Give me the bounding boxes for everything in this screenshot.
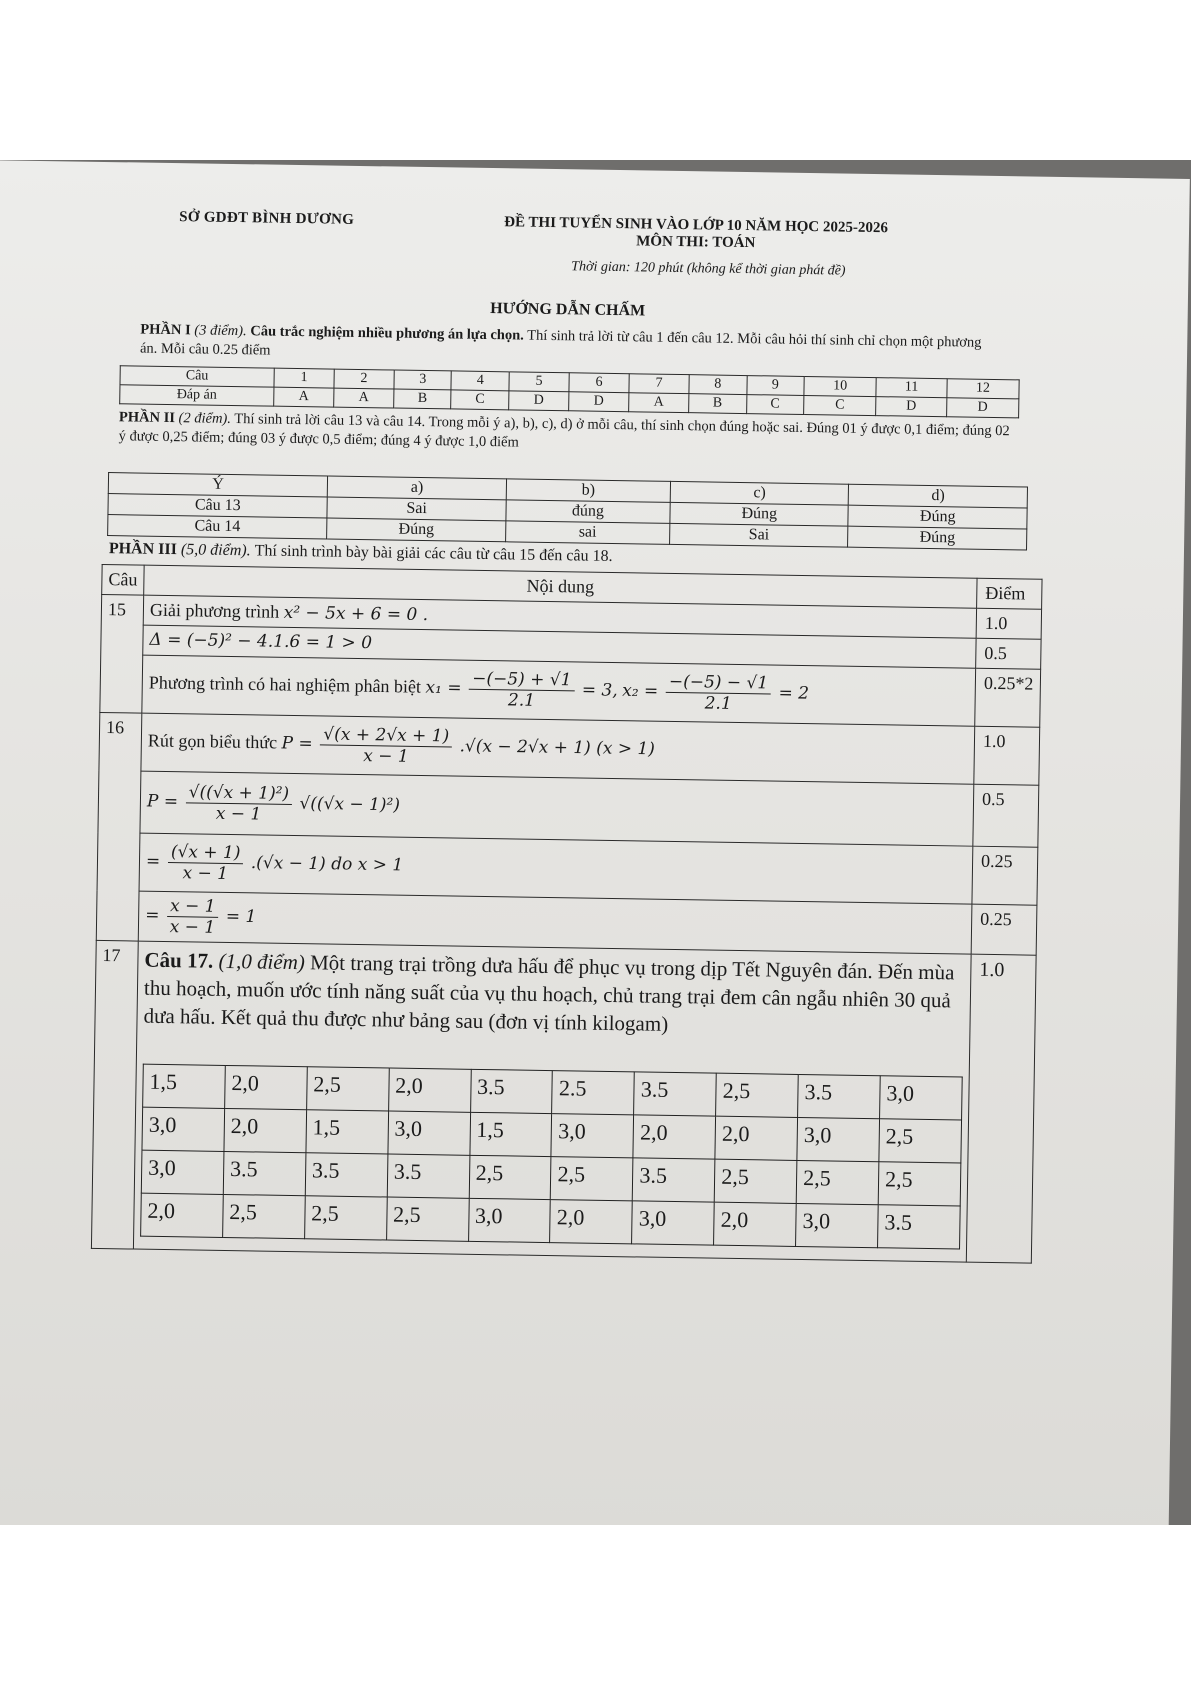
data-cell: 2,5 — [306, 1067, 389, 1111]
answer-cell: Sai — [327, 497, 506, 521]
denominator: x − 1 — [169, 917, 216, 938]
data-cell: 2,0 — [225, 1065, 308, 1109]
data-cell: 3,0 — [142, 1107, 225, 1151]
score: 1.0 — [974, 726, 1039, 785]
numerator: √(x + 2√x + 1) — [320, 724, 452, 747]
header-cell: Câu — [102, 564, 144, 595]
exam-paper — [0, 160, 1190, 1525]
q17-row — [91, 940, 1035, 1263]
part3-intro — [109, 540, 613, 566]
step-tail: √((√x − 1)²) — [299, 793, 401, 816]
answer-cell: Đúng — [848, 526, 1027, 550]
answer-cell: A — [629, 393, 689, 413]
data-cell: 3.5 — [223, 1151, 306, 1195]
data-cell: 3,0 — [796, 1203, 879, 1247]
step-lhs: P = — [146, 791, 179, 812]
x2-rhs: = 2 — [778, 683, 810, 704]
statement-text: Giải phương trình — [149, 599, 280, 622]
data-cell: 2,0 — [715, 1116, 798, 1160]
data-cell: 2,0 — [633, 1115, 716, 1159]
part3-heading: PHẦN III — [108, 540, 178, 559]
answer-cell: sai — [505, 521, 669, 545]
data-cell: 3.5 — [634, 1072, 717, 1116]
data-cell: 1,5 — [306, 1110, 389, 1154]
data-cell: 2,5 — [222, 1194, 305, 1238]
answer-cell: A — [334, 388, 394, 408]
part1-points: (3 điểm). — [194, 322, 247, 340]
x2-lhs: x₂ = — [622, 680, 659, 702]
answer-cell: D — [509, 391, 569, 411]
part2-heading: PHẦN II — [118, 409, 176, 427]
data-cell: 1,5 — [469, 1112, 552, 1156]
data-cell: 3.5 — [470, 1069, 553, 1113]
question-number: 11 — [876, 378, 947, 398]
exam-title-block — [416, 213, 976, 256]
equation: x² − 5x + 6 = 0 . — [283, 602, 429, 626]
question-number: 3 — [394, 370, 452, 390]
exam-time: Thời gian: 120 phút (không kể thời gian phát đề) — [571, 259, 846, 279]
step1-fraction — [185, 782, 292, 825]
header-cell: Ý — [108, 473, 328, 497]
step2-fraction — [167, 842, 243, 884]
p-fraction — [320, 724, 452, 767]
part2-points: (2 điểm). — [178, 410, 232, 427]
part2-text: Thí sinh trả lời câu 13 và câu 14. Trong mỗi ý a), b), c), d) ở mỗi câu, thí sinh chọn đúng hoặc sai. Đúng 01 ý được 0,1 điểm; đúng 02 ý được 0,25 điểm; đúng 03 ý được 0,5 điểm; đúng 4 ý được 1,0 điểm — [118, 411, 1010, 451]
data-cell: 2,5 — [796, 1160, 879, 1204]
step-tail: .(√x − 1) do x > 1 — [250, 852, 404, 876]
data-cell: 3.5 — [878, 1205, 961, 1249]
x1-fraction — [469, 669, 575, 712]
equals-sign: = — [144, 905, 160, 926]
denominator: 2.1 — [704, 693, 732, 714]
answer-cell: C — [746, 395, 804, 415]
question-number: 10 — [804, 376, 876, 396]
data-cell: 2,5 — [879, 1119, 962, 1163]
data-cell: 3,0 — [551, 1114, 634, 1158]
q17-label: Câu 17. — [144, 947, 214, 973]
data-cell: 3,0 — [797, 1117, 880, 1161]
question-number: 8 — [689, 375, 747, 395]
p-lhs: P = — [281, 733, 313, 754]
numerator: √((√x + 1)²) — [186, 782, 293, 805]
data-cell: 3,0 — [880, 1076, 963, 1120]
part3-points: (5,0 điểm). — [180, 541, 251, 560]
denominator: x − 1 — [215, 803, 262, 825]
score: 0.25 — [971, 904, 1036, 955]
data-cell: 3,0 — [468, 1198, 551, 1242]
answer-cell: Đúng — [327, 518, 506, 542]
question-number: 9 — [746, 376, 804, 396]
roots-text: Phương trình có hai nghiệm phân biệt — [148, 672, 422, 697]
answer-cell: C — [804, 395, 876, 415]
photo-area — [0, 160, 1191, 1525]
question-number: 17 — [91, 940, 138, 1249]
row-label: Câu 14 — [108, 515, 328, 539]
denominator: x − 1 — [182, 863, 229, 884]
row-label: Đáp án — [120, 385, 274, 406]
question-number: 12 — [947, 379, 1020, 399]
watermelon-weights-table — [140, 1064, 963, 1250]
data-cell: 2,0 — [550, 1200, 633, 1244]
score: 0.25*2 — [975, 668, 1040, 727]
data-cell: 2,0 — [714, 1202, 797, 1246]
question-number: 5 — [509, 372, 569, 392]
part3-text: Thí sinh trình bày bài giải các câu từ câu 15 đến câu 18. — [254, 542, 613, 565]
department-name: SỞ GDĐT BÌNH DƯƠNG — [179, 209, 355, 228]
data-cell: 2,0 — [224, 1108, 307, 1152]
answer-cell: B — [394, 389, 452, 409]
question-number: 2 — [334, 369, 394, 389]
data-cell: 2.5 — [552, 1071, 635, 1115]
exam-title: ĐỀ THI TUYỂN SINH VÀO LỚP 10 NĂM HỌC 2025-2026 — [504, 214, 889, 237]
question-number: 6 — [569, 373, 629, 393]
question-number: 4 — [451, 371, 509, 391]
data-cell: 2,5 — [469, 1155, 552, 1199]
x1-lhs: x₁ = — [425, 677, 462, 699]
data-cell: 3.5 — [305, 1153, 388, 1197]
statement-text: Rút gọn biểu thức — [147, 730, 278, 753]
data-cell: 3.5 — [633, 1158, 716, 1202]
data-cell: 2,5 — [304, 1196, 387, 1240]
exam-subject: MÔN THI: TOÁN — [636, 233, 756, 252]
numerator: (√x + 1) — [168, 842, 244, 864]
p-tail: .√(x − 2√x + 1) (x > 1) — [459, 736, 656, 760]
denominator: 2.1 — [507, 690, 536, 711]
part2-answer-table — [107, 472, 1028, 550]
data-cell: 1,5 — [143, 1064, 226, 1108]
q17-text: Một trang trại trồng dưa hấu để phục vụ trong dịp Tết Nguyên đán. Đến mùa thu hoạch, muốn ước tính năng suất của vụ thu hoạch, chủ trang trại đem cân ngẫu nhiên 30 quả dưa hấu. Kết quả thu được như bảng sau (đơn vị tính kilogam) — [143, 950, 955, 1036]
answer-cell: A — [274, 387, 334, 407]
x1-rhs: = 3, — [581, 680, 618, 701]
data-cell: 2,5 — [716, 1073, 799, 1117]
equals-sign: = — [145, 851, 161, 872]
answer-cell: Đúng — [848, 505, 1027, 529]
numerator: x − 1 — [167, 896, 219, 918]
q15-discriminant: Δ = (−5)² − 4.1.6 = 1 > 0 — [143, 625, 976, 668]
answer-cell: D — [569, 392, 629, 412]
score: 0.25 — [972, 846, 1037, 905]
header-cell: d) — [849, 484, 1028, 508]
q17-content — [133, 941, 971, 1262]
answer-cell: D — [946, 398, 1019, 418]
data-cell: 3,0 — [632, 1201, 715, 1245]
question-number: 7 — [629, 374, 689, 394]
data-cell: 3.5 — [387, 1154, 470, 1198]
answer-cell: D — [876, 397, 947, 417]
header-cell: a) — [328, 476, 507, 500]
numerator: −(−5) − √1 — [666, 672, 772, 695]
part1-heading: PHẦN I — [140, 321, 191, 339]
answer-cell: Đúng — [670, 502, 849, 526]
part1-intro — [140, 321, 1000, 373]
header-cell: b) — [506, 479, 670, 503]
q17-statement — [143, 946, 964, 1043]
question-number: 15 — [100, 594, 144, 713]
header-cell: Nội dung — [144, 565, 977, 608]
part1-text: Thí sinh trả lời từ câu 1 đến câu 12. Mỗi câu hỏi thí sinh chỉ chọn một phương án. Mỗi câu 0.25 điểm — [139, 327, 982, 359]
data-cell: 2,0 — [141, 1193, 224, 1237]
score: 1.0 — [966, 954, 1035, 1263]
answer-cell: B — [689, 394, 747, 414]
step-tail: = 1 — [225, 906, 257, 928]
data-cell: 2,5 — [386, 1197, 469, 1241]
answer-cell: C — [451, 390, 509, 410]
part3-table — [91, 564, 1042, 1264]
data-cell: 3.5 — [798, 1074, 881, 1118]
score: 1.0 — [976, 608, 1041, 639]
score: 0.5 — [973, 784, 1038, 847]
part1-bold-text: Câu trắc nghiệm nhiều phương án lựa chọn. — [250, 323, 524, 344]
row-label: Câu — [120, 366, 274, 387]
data-cell: 2,5 — [551, 1157, 634, 1201]
q17-points: (1,0 điểm) — [218, 948, 306, 975]
data-cell: 2,5 — [878, 1162, 961, 1206]
header-cell: Điểm — [977, 578, 1042, 609]
row-label: Câu 13 — [108, 494, 328, 518]
denominator: x − 1 — [363, 746, 409, 767]
data-cell: 3,0 — [141, 1150, 224, 1194]
answer-cell: Sai — [670, 523, 849, 547]
data-cell: 3,0 — [388, 1111, 471, 1155]
data-cell: 2,5 — [714, 1159, 797, 1203]
header-cell: c) — [670, 481, 849, 505]
question-number: 16 — [96, 712, 142, 941]
numerator: −(−5) + √1 — [469, 669, 575, 692]
score: 0.5 — [976, 638, 1041, 669]
step3-fraction — [167, 896, 219, 938]
question-number: 1 — [274, 368, 334, 388]
x2-fraction — [665, 672, 771, 715]
data-cell: 2,0 — [388, 1068, 471, 1112]
answer-cell: đúng — [506, 500, 670, 524]
guide-title: HƯỚNG DẪN CHẤM — [490, 300, 646, 320]
